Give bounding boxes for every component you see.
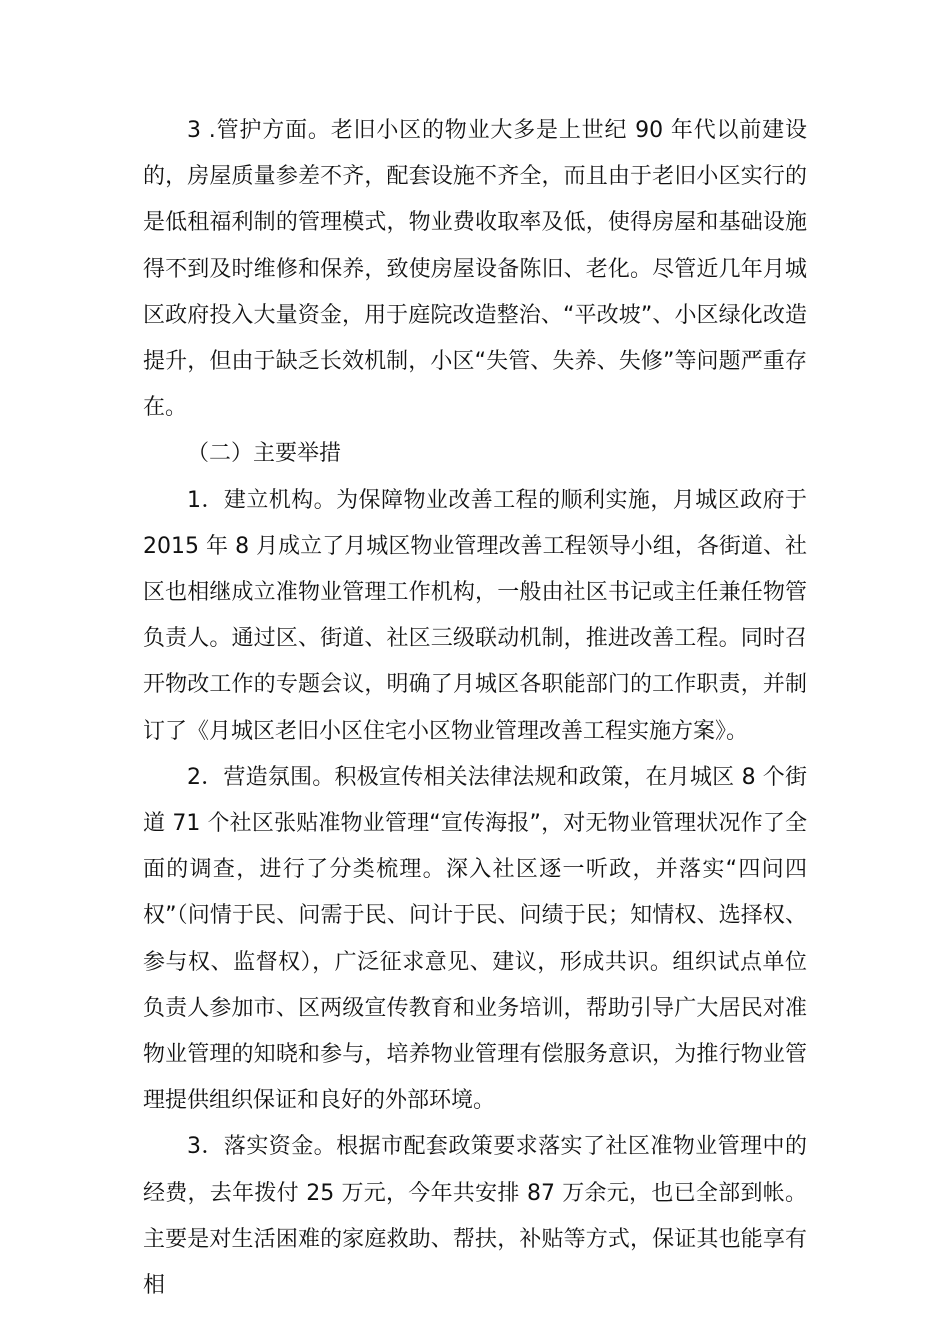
section-heading-main-measures: （二）主要举措 — [187, 441, 342, 467]
document-body — [143, 108, 807, 1309]
paragraph-create-atmosphere: 2．营造氛围。积极宣传相关法律法规和政策，在月城区 8 个街道 71 个社区张贴准物业管理“宣传海报”，对无物业管理状况作了全面的调查，进行了分类梳理。深入社区逐一听政，并落实“四问四权”（问情于民、问需于民、问计于民、问绩于民；知情权、选择权、参与权、监督权），广泛征求意见、建议，形成共识。组织试点单位负责人参加市、区两级宣传教育和业务培训，帮助引导广大居民对准物业管理的知晓和参与，培养物业管理有偿服务意识，为推行物业管理提供组织保证和良好的外部环境。 — [143, 764, 807, 1114]
paragraph-management-aspect: 3 .管护方面。老旧小区的物业大多是上世纪 90 年代以前建设的，房屋质量参差不齐，配套设施不齐全，而且由于老旧小区实行的是低租福利制的管理模式，物业费收取率及低，使得房屋和基础设施得不到及时维修和保养，致使房屋设备陈旧、老化。尽管近几年月城区政府投入大量资金，用于庭院改造整治、“平改坡”、小区绿化改造提升，但由于缺乏长效机制，小区“失管、失养、失修”等问题严重存在。 — [143, 118, 807, 421]
paragraph-implement-funds: 3．落实资金。根据市配套政策要求落实了社区准物业管理中的经费，去年拨付 25 万元，今年共安排 87 万余元，也已全部到帐。主要是对生活困难的家庭救助、帮扶，补贴等方式，保证其也能享有相 — [143, 1134, 807, 1299]
paragraph-establish-agency: 1．建立机构。为保障物业改善工程的顺利实施，月城区政府于 2015 年 8 月成立了月城区物业管理改善工程领导小组，各街道、社区也相继成立准物业管理工作机构，一般由社区书记或主任兼任物管负责人。通过区、街道、社区三级联动机制，推进改善工程。同时召开物改工作的专题会议，明确了月城区各职能部门的工作职责，并制订了《月城区老旧小区住宅小区物业管理改善工程实施方案》。 — [143, 487, 807, 744]
